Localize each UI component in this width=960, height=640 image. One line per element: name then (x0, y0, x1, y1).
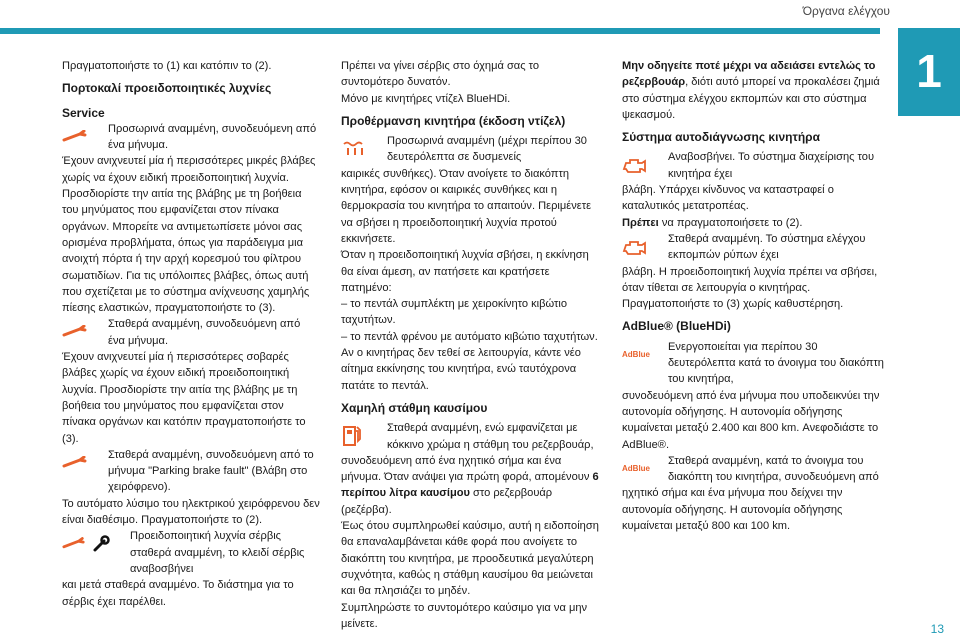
service-parking-text: Σταθερά αναμμένη, συνοδευόμενη από το μήνυμα "Parking brake fault" (Βλάβη στο χειρόφρενο). (108, 448, 314, 494)
intro-text: Πραγματοποιήστε το (1) και κατόπιν το (2). (62, 60, 272, 72)
chapter-number: 1 (916, 45, 942, 97)
must-bold: Πρέπει (622, 216, 659, 229)
wrench-icon (62, 447, 108, 479)
service-temporary-text: Προσωρινά αναμμένη, συνοδευόμενη από ένα μήνυμα. (108, 122, 317, 152)
wrench-icon (62, 537, 86, 551)
fuel-block (341, 420, 601, 453)
preheat-dash-1: – το πεντάλ συμπλέκτη με χειροκίνητο κιβώτιο ταχυτήτων. (341, 298, 568, 327)
must-rest: να πραγματοποιήσετε το (2). (658, 216, 803, 229)
fuel-icon-text: Σταθερά αναμμένη, ενώ εμφανίζεται με κόκκινο χρώμα η στάθμη του ρεζερβουάρ, (387, 422, 594, 451)
engine-flashing-text: Αναβοσβήνει. Το σύστημα διαχείρισης του κινητήρα έχει (668, 151, 875, 180)
fuel-body (341, 453, 601, 518)
service-soon-text: Πρέπει να γίνει σέρβις στο όχημά σας το συντομότερο δυνατόν. (341, 60, 540, 89)
adblue-a-block (622, 339, 884, 388)
adblue-heading: AdBlue® (BlueHDi) (622, 319, 731, 334)
engine-flashing-block (622, 149, 884, 182)
fuel-body-text: συνοδευόμενη από ένα ηχητικό σήμα και ένα μήνυμα. Όταν ανάψει για πρώτη φορά, απομένουν (341, 454, 593, 484)
adblue-icon-label: AdBlue (622, 349, 650, 359)
adblue-b-block (622, 453, 884, 486)
service-key-icons (62, 528, 130, 560)
header-bar (0, 28, 880, 34)
adblue-a-text: Ενεργοποιείται για περίπου 30 δευτερόλεπτα κατά το άνοιγμα του διακόπτη του κινητήρα, (668, 340, 884, 386)
column-2 (341, 58, 601, 632)
fuel-body-text-end: στο ρεζερβουάρ (ρεζέρβα). (341, 487, 553, 516)
preheat-body: καιρικές συνθήκες). Όταν ανοίγετε το διακόπτη κινητήρα, εφόσον οι καιρικές συνθήκες και η θερμοκρασία του κινητήρα το απαιτούν. Περιμένετε να σβήσει η προειδοποιητική λυχνία προτού εκκινήσετε. (341, 167, 592, 245)
glow-plug-icon (341, 133, 387, 165)
engine-fixed-text: Σταθερά αναμμένη. Το σύστημα ελέγχου εκπομπών ρύπων έχει (668, 232, 866, 262)
service-heading: Service (62, 105, 105, 120)
page-header-title: Όργανα ελέγχου (802, 4, 890, 18)
fuel-remaining: 6 περίπου λίτρα καυσίμου (341, 471, 599, 500)
adblue-b-body: ηχητικό σήμα και ένα μήνυμα που δείχνει την αυτονομία οδήγησης. Η αυτονομία οδήγησης κυμαίνεται μεταξύ 800 και 100 km. (622, 487, 843, 533)
bluehdi-note: Μόνο με κινητήρες ντίζελ BlueHDi. (341, 92, 511, 105)
fuel-body-3: Συμπληρώστε το συντομότερο καύσιμο για να μην μείνετε. (341, 601, 588, 630)
adblue-icon (622, 453, 668, 485)
service-temporary-body: Έχουν ανιχνευτεί μία ή περισσότερες μικρές βλάβες χωρίς να έχουν ειδική προειδοποιητική λυχνία. Προσδιορίστε την αιτία της βλάβης με τη βοήθεια του μηνύματος που εμφανίζεται στον πίνακα οργάνων. Μπορείτε να αντιμετωπίσετε μόνοι σας ορισμένα προβλήματα, όπως για παράδειγμα μια ανοιχτή πόρτα ή την αρχή κορεσμού του φίλτρου σωματιδίων. Για τις υπόλοιπες βλάβες, όπως αυτή που σχετίζεται με το σύστημα ανίχνευσης χαμηλής πίεσης ελαστικών, πραγματοποιήστε το (3). (62, 155, 316, 315)
service-key-text: Προειδοποιητική λυχνία σέρβις σταθερά αναμμένη, το κλειδί σέρβις αναβοσβήνει (130, 530, 305, 575)
engine-flashing-body: βλάβη. Υπάρχει κίνδυνος να καταστραφεί ο καταλυτικός μετατροπέας. (622, 184, 834, 213)
self-diagnosis-heading: Σύστημα αυτοδιάγνωσης κινητήρα (622, 130, 820, 145)
engine-flashing-must (622, 215, 884, 231)
preheat-body-2: Όταν η προειδοποιητική λυχνία σβήσει, η εκκίνηση θα είναι άμεση, αν πατήσετε και κρατήσετε πατημένο: (341, 249, 589, 294)
service-fixed-body: Έχουν ανιχνευτεί μία ή περισσότερες σοβαρές βλάβες χωρίς να έχουν ειδική προειδοποιητική λυχνία. Προσδιορίστε την αιτία της βλάβης με τη βοήθεια του μηνύματος που εμφανίζεται στον πίνακα οργάνων και κατόπιν πραγματοποιήστε το (3). (62, 351, 306, 445)
preheat-body-3: Αν ο κινητήρας δεν τεθεί σε λειτουργία, κάντε νέο αίτημα εκκίνησης του κινητήρα, ενώ ταυτόχρονα πατάτε το πεντάλ. (341, 347, 581, 392)
fuel-warning-rest: , διότι αυτό μπορεί να προκαλέσει ζημιά στο σύστημα ελέγχου εκπομπών και στο σύστημα ψεκασμού. (622, 76, 880, 121)
fuel-warning (622, 58, 884, 123)
service-temporary-block (62, 121, 320, 154)
preheat-icon-text: Προσωρινά αναμμένη (μέχρι περίπου 30 δευτερόλεπτα σε δυσμενείς (387, 135, 587, 164)
engine-icon (622, 231, 668, 263)
adblue-icon-label: AdBlue (622, 463, 650, 473)
adblue-a-body: συνοδευόμενη από ένα μήνυμα που υποδεικνύει την αυτονομία οδήγησης. Η αυτονομία οδήγησης κυμαίνεται μεταξύ 2.400 και 800 km. Ανεφοδιάστε το AdBlue®. (622, 389, 880, 451)
engine-fixed-body: βλάβη. Η προειδοποιητική λυχνία πρέπει να σβήσει, όταν τίθεται σε λειτουργία ο κινητήρας. Πραγματοποιήστε το (3) χωρίς καθυστέρηση. (622, 265, 878, 311)
column-1 (62, 58, 320, 610)
section-heading-orange: Πορτοκαλί προειδοποιητικές λυχνίες (62, 81, 272, 96)
preheat-block (341, 133, 601, 166)
service-fixed-block (62, 316, 320, 349)
chapter-tab (898, 28, 960, 116)
service-key-block (62, 528, 320, 577)
page-number: 13 (930, 622, 944, 636)
service-parking-block (62, 447, 320, 496)
fuel-heading: Χαμηλή στάθμη καυσίμου (341, 400, 488, 415)
service-key-icon (92, 535, 110, 553)
service-fixed-text: Σταθερά αναμμένη, συνοδευόμενη από ένα μήνυμα. (108, 318, 301, 347)
fuel-warning-bold: Μην οδηγείτε ποτέ μέχρι να αδειάσει εντελώς το ρεζερβουάρ (622, 60, 876, 89)
wrench-icon (62, 121, 108, 153)
fuel-body-2: Έως ότου συμπληρωθεί καύσιμο, αυτή η ειδοποίηση θα επαναλαμβάνεται κάθε φορά που ανοίγετε το διακόπτη του κινητήρα, με προοδευτικά μεγαλύτερη συχνότητα, καθώς η στάθμη καυσίμου θα μειώνεται και θα πλησιάζει το μηδέν. (341, 520, 599, 598)
service-parking-body: Το αυτόματο λύσιμο του ηλεκτρικού χειρόφρενου δεν είναι διαθέσιμο. Πραγματοποιήστε το (2). (62, 497, 320, 527)
adblue-b-text: Σταθερά αναμμένη, κατά το άνοιγμα του διακόπτη του κινητήρα, συνοδευόμενη από (668, 454, 879, 484)
preheat-dash-2: – το πεντάλ φρένου με αυτόματο κιβώτιο ταχυτήτων. (341, 330, 598, 343)
engine-icon (622, 149, 668, 181)
wrench-icon (62, 316, 108, 348)
service-key-body: και μετά σταθερά αναμμένο. Το διάστημα για το σέρβις έχει παρέλθει. (62, 579, 294, 608)
adblue-icon (622, 339, 668, 371)
column-3 (622, 58, 884, 534)
engine-fixed-block (622, 231, 884, 264)
fuel-pump-icon (341, 420, 387, 452)
preheat-heading: Προθέρμανση κινητήρα (έκδοση ντίζελ) (341, 113, 566, 128)
